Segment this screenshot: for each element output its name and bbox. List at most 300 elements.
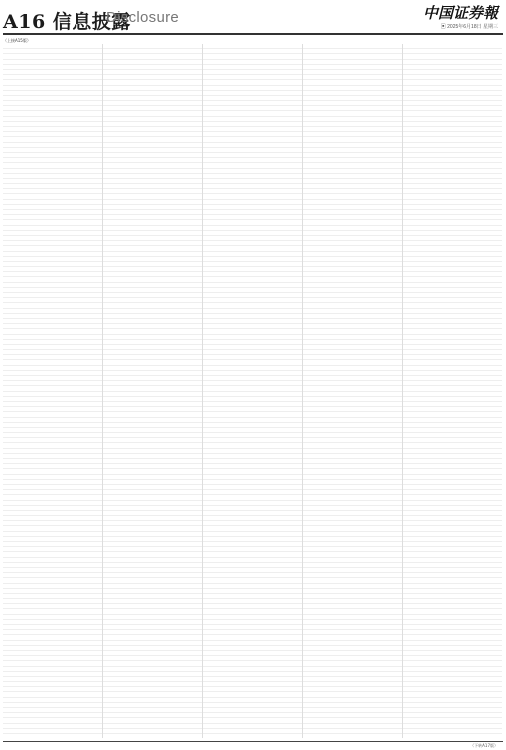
table-cell <box>254 537 264 541</box>
table-cell <box>103 692 111 696</box>
table-cell <box>411 615 455 619</box>
table-cell <box>276 96 302 100</box>
table-cell <box>264 490 276 494</box>
table-cell <box>476 257 502 261</box>
table-cell <box>203 267 211 271</box>
table-cell <box>111 542 155 546</box>
table-cell <box>311 246 355 250</box>
table-cell <box>364 174 376 178</box>
table-cell <box>464 661 476 665</box>
table-cell <box>403 480 411 484</box>
table-cell <box>111 101 155 105</box>
table-cell <box>3 303 11 307</box>
table-cell <box>154 521 164 525</box>
table-cell <box>476 226 502 230</box>
table-cell <box>76 599 102 603</box>
table-cell <box>64 615 76 619</box>
table-cell <box>464 526 476 530</box>
table-cell <box>276 635 302 639</box>
table-cell <box>103 54 111 58</box>
table-cell <box>111 340 155 344</box>
table-cell <box>154 397 164 401</box>
table-cell <box>276 101 302 105</box>
table-cell <box>164 49 176 53</box>
table-cell <box>64 366 76 370</box>
table-cell <box>376 96 402 100</box>
table-cell <box>103 101 111 105</box>
table-cell <box>76 521 102 525</box>
table-cell <box>276 231 302 235</box>
table-cell <box>211 241 255 245</box>
table-cell <box>76 298 102 302</box>
table-cell <box>211 210 255 214</box>
table-cell <box>211 215 255 219</box>
table-cell <box>76 355 102 359</box>
table-cell <box>203 667 211 671</box>
table-cell <box>154 578 164 582</box>
table-cell <box>464 111 476 115</box>
table-cell <box>376 148 402 152</box>
table-cell <box>54 656 64 660</box>
table-cell <box>354 283 364 287</box>
table-cell <box>154 594 164 598</box>
table-cell <box>464 537 476 541</box>
table-cell <box>203 552 211 556</box>
table-cell <box>264 584 276 588</box>
table-cell <box>276 501 302 505</box>
table-cell <box>103 392 111 396</box>
table-cell <box>154 137 164 141</box>
table-cell <box>464 506 476 510</box>
table-cell <box>264 169 276 173</box>
table-cell <box>411 319 455 323</box>
table-cell <box>364 485 376 489</box>
table-cell <box>3 293 11 297</box>
table-cell <box>164 345 176 349</box>
table-cell <box>376 418 402 422</box>
table-cell <box>254 194 264 198</box>
table-cell <box>103 345 111 349</box>
table-cell <box>164 267 176 271</box>
table-cell <box>303 267 311 271</box>
table-cell <box>11 137 55 141</box>
table-cell <box>203 573 211 577</box>
table-cell <box>303 49 311 53</box>
table-cell <box>276 355 302 359</box>
table-cell <box>154 288 164 292</box>
table-cell <box>11 386 55 390</box>
table-cell <box>354 44 364 48</box>
table-cell <box>276 345 302 349</box>
table-cell <box>411 449 455 453</box>
table-cell <box>154 682 164 686</box>
table-cell <box>311 132 355 136</box>
table-cell <box>464 215 476 219</box>
table-cell <box>476 480 502 484</box>
table-cell <box>303 86 311 90</box>
table-cell <box>54 578 64 582</box>
table-cell <box>403 106 411 110</box>
table-cell <box>354 646 364 650</box>
table-cell <box>203 231 211 235</box>
table-cell <box>76 407 102 411</box>
table-cell <box>64 651 76 655</box>
table-cell <box>64 70 76 74</box>
table-cell <box>311 80 355 84</box>
table-cell <box>176 122 202 126</box>
table-cell <box>76 438 102 442</box>
table-cell <box>103 75 111 79</box>
table-cell <box>264 630 276 634</box>
table-cell <box>454 70 464 74</box>
table-cell <box>164 174 176 178</box>
table-cell <box>476 615 502 619</box>
table-cell <box>203 661 211 665</box>
table-cell <box>103 511 111 515</box>
table-cell <box>76 635 102 639</box>
table-cell <box>76 345 102 349</box>
table-cell <box>111 381 155 385</box>
table-cell <box>103 568 111 572</box>
table-cell <box>276 573 302 577</box>
table-cell <box>164 184 176 188</box>
table-cell <box>3 267 11 271</box>
table-cell <box>454 272 464 276</box>
table-cell <box>364 91 376 95</box>
table-cell <box>354 537 364 541</box>
table-cell <box>311 220 355 224</box>
table-cell <box>3 298 11 302</box>
table-cell <box>303 80 311 84</box>
table-cell <box>103 625 111 629</box>
table-cell <box>176 80 202 84</box>
table-cell <box>111 80 155 84</box>
table-cell <box>264 542 276 546</box>
table-cell <box>311 262 355 266</box>
table-cell <box>464 729 476 733</box>
table-cell <box>176 205 202 209</box>
table-cell <box>111 568 155 572</box>
table-cell <box>111 443 155 447</box>
table-cell <box>476 542 502 546</box>
table-cell <box>403 111 411 115</box>
table-cell <box>403 501 411 505</box>
table-cell <box>254 371 264 375</box>
table-cell <box>303 386 311 390</box>
table-cell <box>464 454 476 458</box>
table-cell <box>464 366 476 370</box>
table-cell <box>303 200 311 204</box>
table-cell <box>3 724 11 728</box>
table-cell <box>76 257 102 261</box>
table-cell <box>276 205 302 209</box>
table-cell <box>476 96 502 100</box>
table-cell <box>354 454 364 458</box>
table-cell <box>54 594 64 598</box>
table-column <box>303 44 403 738</box>
table-cell <box>376 272 402 276</box>
table-cell <box>354 594 364 598</box>
table-cell <box>354 60 364 64</box>
table-cell <box>376 117 402 121</box>
table-cell <box>103 490 111 494</box>
table-cell <box>311 672 355 676</box>
table-cell <box>403 615 411 619</box>
table-cell <box>54 386 64 390</box>
table-cell <box>454 314 464 318</box>
table-cell <box>454 392 464 396</box>
table-cell <box>376 91 402 95</box>
table-cell <box>11 599 55 603</box>
table-cell <box>176 236 202 240</box>
table-cell <box>203 272 211 276</box>
table-cell <box>364 86 376 90</box>
section-title: A16 信息披露 <box>3 11 131 33</box>
table-cell <box>111 293 155 297</box>
table-cell <box>254 526 264 530</box>
footer-rule <box>3 741 503 742</box>
table-cell <box>264 511 276 515</box>
table-cell <box>76 169 102 173</box>
table-cell <box>254 392 264 396</box>
table-cell <box>264 661 276 665</box>
table-cell <box>354 376 364 380</box>
table-cell <box>411 340 455 344</box>
table-cell <box>11 563 55 567</box>
table-cell <box>154 205 164 209</box>
table-cell <box>264 283 276 287</box>
table-cell <box>3 532 11 536</box>
table-cell <box>454 713 464 717</box>
table-cell <box>303 573 311 577</box>
table-cell <box>454 718 464 722</box>
table-cell <box>203 386 211 390</box>
table-cell <box>454 60 464 64</box>
table-cell <box>154 698 164 702</box>
table-cell <box>203 713 211 717</box>
table-cell <box>464 179 476 183</box>
table-cell <box>76 433 102 437</box>
table-cell <box>211 386 255 390</box>
table-cell <box>403 340 411 344</box>
table-cell <box>464 101 476 105</box>
table-cell <box>276 226 302 230</box>
table-cell <box>64 620 76 624</box>
table-cell <box>264 111 276 115</box>
table-cell <box>76 80 102 84</box>
table-cell <box>354 407 364 411</box>
table-cell <box>276 542 302 546</box>
table-cell <box>264 599 276 603</box>
table-cell <box>411 464 455 468</box>
table-cell <box>264 589 276 593</box>
table-cell <box>11 371 55 375</box>
table-cell <box>211 407 255 411</box>
table-cell <box>3 96 11 100</box>
table-cell <box>464 241 476 245</box>
table-cell <box>403 475 411 479</box>
table-cell <box>454 200 464 204</box>
table-cell <box>276 423 302 427</box>
table-cell <box>254 184 264 188</box>
table-cell <box>211 397 255 401</box>
table-cell <box>164 558 176 562</box>
table-cell <box>276 220 302 224</box>
table-cell <box>3 111 11 115</box>
table-cell <box>454 661 464 665</box>
table-cell <box>103 277 111 281</box>
table-cell <box>154 501 164 505</box>
table-cell <box>64 371 76 375</box>
table-cell <box>11 70 55 74</box>
table-cell <box>103 153 111 157</box>
table-cell <box>403 184 411 188</box>
table-cell <box>11 257 55 261</box>
table-cell <box>264 132 276 136</box>
table-cell <box>464 703 476 707</box>
table-cell <box>111 672 155 676</box>
table-cell <box>11 340 55 344</box>
table-cell <box>3 635 11 639</box>
table-cell <box>454 682 464 686</box>
table-cell <box>454 552 464 556</box>
table-cell <box>254 137 264 141</box>
table-cell <box>411 495 455 499</box>
table-cell <box>76 127 102 131</box>
table-cell <box>176 215 202 219</box>
table-cell <box>303 604 311 608</box>
table-cell <box>76 137 102 141</box>
table-cell <box>11 485 55 489</box>
table-cell <box>54 314 64 318</box>
table-cell <box>454 293 464 297</box>
table-cell <box>11 537 55 541</box>
table-cell <box>11 65 55 69</box>
table-cell <box>411 215 455 219</box>
table-cell <box>376 283 402 287</box>
table-cell <box>3 137 11 141</box>
table-cell <box>3 542 11 546</box>
table-cell <box>203 635 211 639</box>
table-cell <box>311 335 355 339</box>
table-cell <box>254 672 264 676</box>
table-cell <box>54 532 64 536</box>
table-cell <box>276 371 302 375</box>
table-cell <box>303 366 311 370</box>
table-cell <box>264 718 276 722</box>
table-cell <box>54 143 64 147</box>
table-cell <box>54 682 64 686</box>
table-cell <box>176 578 202 582</box>
table-cell <box>354 101 364 105</box>
table-cell <box>411 620 455 624</box>
table-cell <box>276 609 302 613</box>
table-cell <box>354 226 364 230</box>
table-cell <box>411 75 455 79</box>
table-cell <box>211 641 255 645</box>
table-cell <box>411 475 455 479</box>
table-cell <box>454 438 464 442</box>
table-cell <box>11 630 55 634</box>
table-cell <box>111 651 155 655</box>
table-cell <box>364 137 376 141</box>
table-cell <box>11 724 55 728</box>
table-cell <box>254 257 264 261</box>
table-cell <box>111 91 155 95</box>
table-cell <box>211 599 255 603</box>
table-cell <box>364 184 376 188</box>
table-cell <box>276 272 302 276</box>
table-cell <box>103 355 111 359</box>
table-cell <box>403 303 411 307</box>
table-cell <box>111 428 155 432</box>
table-cell <box>164 630 176 634</box>
table-cell <box>111 49 155 53</box>
table-cell <box>403 194 411 198</box>
table-cell <box>203 293 211 297</box>
table-cell <box>3 381 11 385</box>
table-cell <box>154 433 164 437</box>
table-cell <box>64 137 76 141</box>
table-cell <box>11 547 55 551</box>
table-cell <box>264 672 276 676</box>
table-cell <box>103 443 111 447</box>
table-cell <box>354 573 364 577</box>
table-cell <box>354 371 364 375</box>
table-cell <box>303 127 311 131</box>
table-cell <box>54 521 64 525</box>
table-cell <box>364 687 376 691</box>
table-cell <box>464 314 476 318</box>
table-cell <box>211 127 255 131</box>
table-cell <box>64 272 76 276</box>
table-cell <box>154 101 164 105</box>
table-cell <box>264 464 276 468</box>
table-cell <box>376 54 402 58</box>
table-cell <box>111 615 155 619</box>
table-cell <box>154 252 164 256</box>
table-cell <box>3 345 11 349</box>
table-cell <box>211 293 255 297</box>
table-cell <box>364 122 376 126</box>
table-cell <box>111 262 155 266</box>
table-cell <box>376 501 402 505</box>
table-cell <box>403 132 411 136</box>
table-cell <box>203 376 211 380</box>
table-cell <box>211 449 255 453</box>
table-cell <box>311 532 355 536</box>
table-cell <box>211 646 255 650</box>
table-cell <box>476 262 502 266</box>
table-cell <box>203 257 211 261</box>
table-cell <box>64 630 76 634</box>
table-cell <box>476 215 502 219</box>
table-cell <box>64 547 76 551</box>
table-cell <box>276 122 302 126</box>
table-cell <box>254 355 264 359</box>
table-cell <box>464 117 476 121</box>
table-cell <box>11 236 55 240</box>
table-cell <box>454 615 464 619</box>
table-cell <box>203 148 211 152</box>
table-cell <box>276 443 302 447</box>
table-cell <box>164 106 176 110</box>
table-cell <box>464 516 476 520</box>
table-cell <box>203 153 211 157</box>
table-cell <box>64 532 76 536</box>
table-cell <box>303 355 311 359</box>
table-cell <box>164 257 176 261</box>
